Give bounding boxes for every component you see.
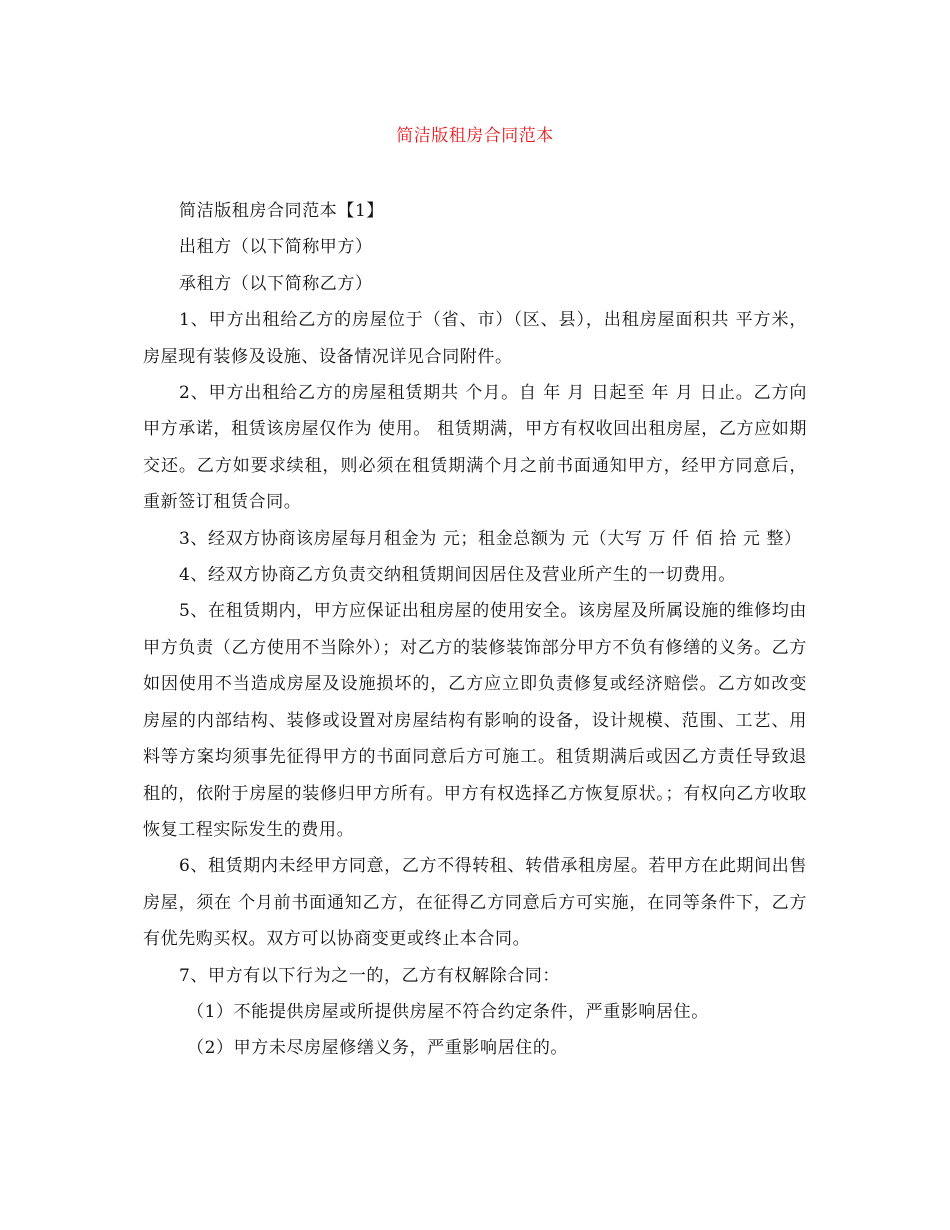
clause-7-item-1: （1）不能提供房屋或所提供房屋不符合约定条件，严重影响居住。 bbox=[187, 1001, 709, 1022]
clause-4: 4、经双方协商乙方负责交纳租赁期间因居住及营业所产生的一切费用。 bbox=[179, 565, 737, 586]
document-title: 简洁版租房合同范本 bbox=[396, 126, 554, 146]
clause-3: 3、经双方协商该房屋每月租金为 元；租金总额为 元（大写 万 仟 佰 拾 元 整） bbox=[179, 528, 802, 549]
clause-7: 7、甲方有以下行为之一的，乙方有权解除合同： bbox=[179, 965, 561, 986]
section-heading: 简洁版租房合同范本【1】 bbox=[179, 201, 385, 221]
clause-5: 5、在租赁期内，甲方应保证出租房屋的使用安全。该房屋及所属设施的维修均由甲方负责（乙方使用不当除外）；对乙方的装修装饰部分甲方不负有修缮的义务。乙方如因使用不当造成房屋及设施损坏的，乙方应立即负责修复或经济赔偿。乙方如改变房屋的内部结构、装修或设置对房屋结构有影响的设备，设计规模、范围、工艺、用料等方案均须事先征得甲方的书面同意后方可施工。租赁期满后或因乙方责任导致退租的，依附于房屋的装修归甲方所有。甲方有权选择乙方恢复原状。；有权向乙方收取恢复工程实际发生的费用。 bbox=[143, 601, 807, 840]
clause-1: 1、甲方出租给乙方的房屋位于（省、市）（区、县），出租房屋面积共 平方米，房屋现有装修及设施、设备情况详见合同附件。 bbox=[143, 310, 807, 367]
clause-7-item-2: （2）甲方未尽房屋修缮义务，严重影响居住的。 bbox=[187, 1038, 569, 1059]
party-lessee: 承租方（以下简称乙方） bbox=[179, 273, 373, 294]
party-lessor: 出租方（以下简称甲方） bbox=[179, 237, 373, 258]
clause-6: 6、租赁期内未经甲方同意，乙方不得转租、转借承租房屋。若甲方在此期间出售房屋，须在 个月前书面通知乙方，在征得乙方同意后方可实施，在同等条件下，乙方有优先购买权。双方可以协商变更或终止本合同。 bbox=[143, 856, 807, 950]
document-body bbox=[143, 193, 807, 1067]
clause-2: 2、甲方出租给乙方的房屋租赁期共 个月。自 年 月 日起至 年 月 日止。乙方向甲方承诺，租赁该房屋仅作为 使用。 租赁期满，甲方有权收回出租房屋，乙方应如期交还。乙方如要求续租，则必须在租赁期满个月之前书面通知甲方，经甲方同意后，重新签订租赁合同。 bbox=[143, 383, 807, 513]
